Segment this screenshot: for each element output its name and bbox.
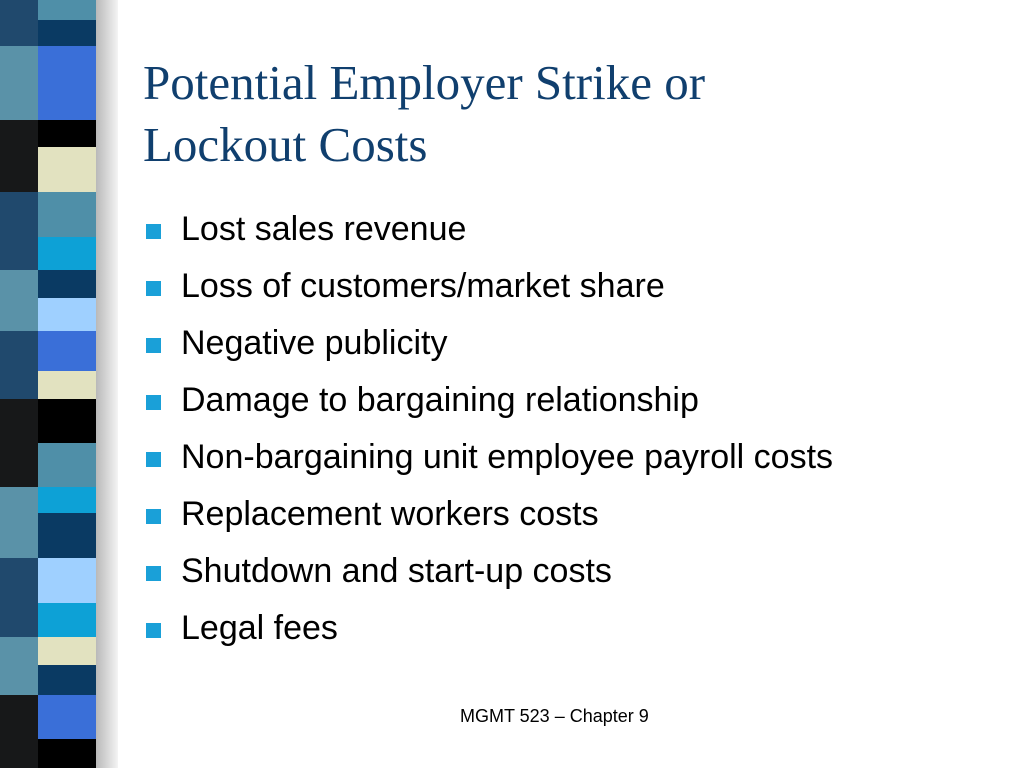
- strip-band: [0, 695, 38, 768]
- strip-band: [38, 739, 96, 768]
- strip-band: [38, 76, 96, 120]
- strip-band: [0, 637, 38, 695]
- strip-band: [0, 120, 38, 192]
- bullet-text: Replacement workers costs: [181, 495, 599, 533]
- bullet-item: [143, 431, 1003, 488]
- bullet-item: [143, 317, 1003, 374]
- bullet-item: [143, 602, 1003, 659]
- strip-band: [38, 487, 96, 513]
- slide-title-line-2: Lockout Costs: [143, 117, 428, 172]
- square-bullet-icon: [146, 452, 161, 467]
- strip-band: [38, 298, 96, 331]
- bullet-text: Non-bargaining unit employee payroll costs: [181, 438, 834, 476]
- strip-band: [38, 558, 96, 603]
- strip-band: [0, 0, 38, 46]
- bullet-item: [143, 545, 1003, 602]
- strip-band: [0, 270, 38, 331]
- strip-band: [0, 192, 38, 270]
- strip-band: [0, 558, 38, 637]
- square-bullet-icon: [146, 623, 161, 638]
- square-bullet-icon: [146, 395, 161, 410]
- slide-title: [143, 52, 1003, 176]
- slide-footer: MGMT 523 – Chapter 9: [460, 706, 649, 726]
- bullet-item: [143, 203, 1003, 260]
- strip-band: [38, 46, 96, 76]
- strip-band: [38, 603, 96, 637]
- strip-band: [0, 487, 38, 558]
- bullet-text: Lost sales revenue: [181, 210, 467, 248]
- bullet-text: Legal fees: [181, 609, 338, 647]
- strip-band: [38, 192, 96, 237]
- bullet-list: [143, 203, 1003, 659]
- strip-band: [38, 147, 96, 192]
- strip-band: [38, 513, 96, 558]
- strip-band: [38, 120, 96, 147]
- strip-band: [38, 237, 96, 270]
- strip-band: [38, 331, 96, 371]
- strip-band: [38, 371, 96, 399]
- square-bullet-icon: [146, 281, 161, 296]
- strip-band: [38, 399, 96, 443]
- strip-band: [38, 20, 96, 46]
- bullet-text: Shutdown and start-up costs: [181, 552, 612, 590]
- slide-title-line-1: Potential Employer Strike or: [143, 55, 706, 110]
- strip-band: [38, 695, 96, 739]
- strip-band: [38, 443, 96, 487]
- bullet-text: Damage to bargaining relationship: [181, 381, 699, 419]
- strip-shadow: [96, 0, 118, 768]
- square-bullet-icon: [146, 338, 161, 353]
- strip-band: [38, 0, 96, 20]
- square-bullet-icon: [146, 509, 161, 524]
- strip-band: [38, 270, 96, 298]
- bullet-item: [143, 488, 1003, 545]
- strip-band: [38, 665, 96, 695]
- bullet-item: [143, 374, 1003, 431]
- strip-band: [0, 46, 38, 120]
- strip-band: [0, 331, 38, 399]
- strip-band: [0, 399, 38, 487]
- strip-band: [38, 637, 96, 665]
- square-bullet-icon: [146, 224, 161, 239]
- square-bullet-icon: [146, 566, 161, 581]
- bullet-text: Loss of customers/market share: [181, 267, 665, 305]
- bullet-text: Negative publicity: [181, 324, 448, 362]
- bullet-item: [143, 260, 1003, 317]
